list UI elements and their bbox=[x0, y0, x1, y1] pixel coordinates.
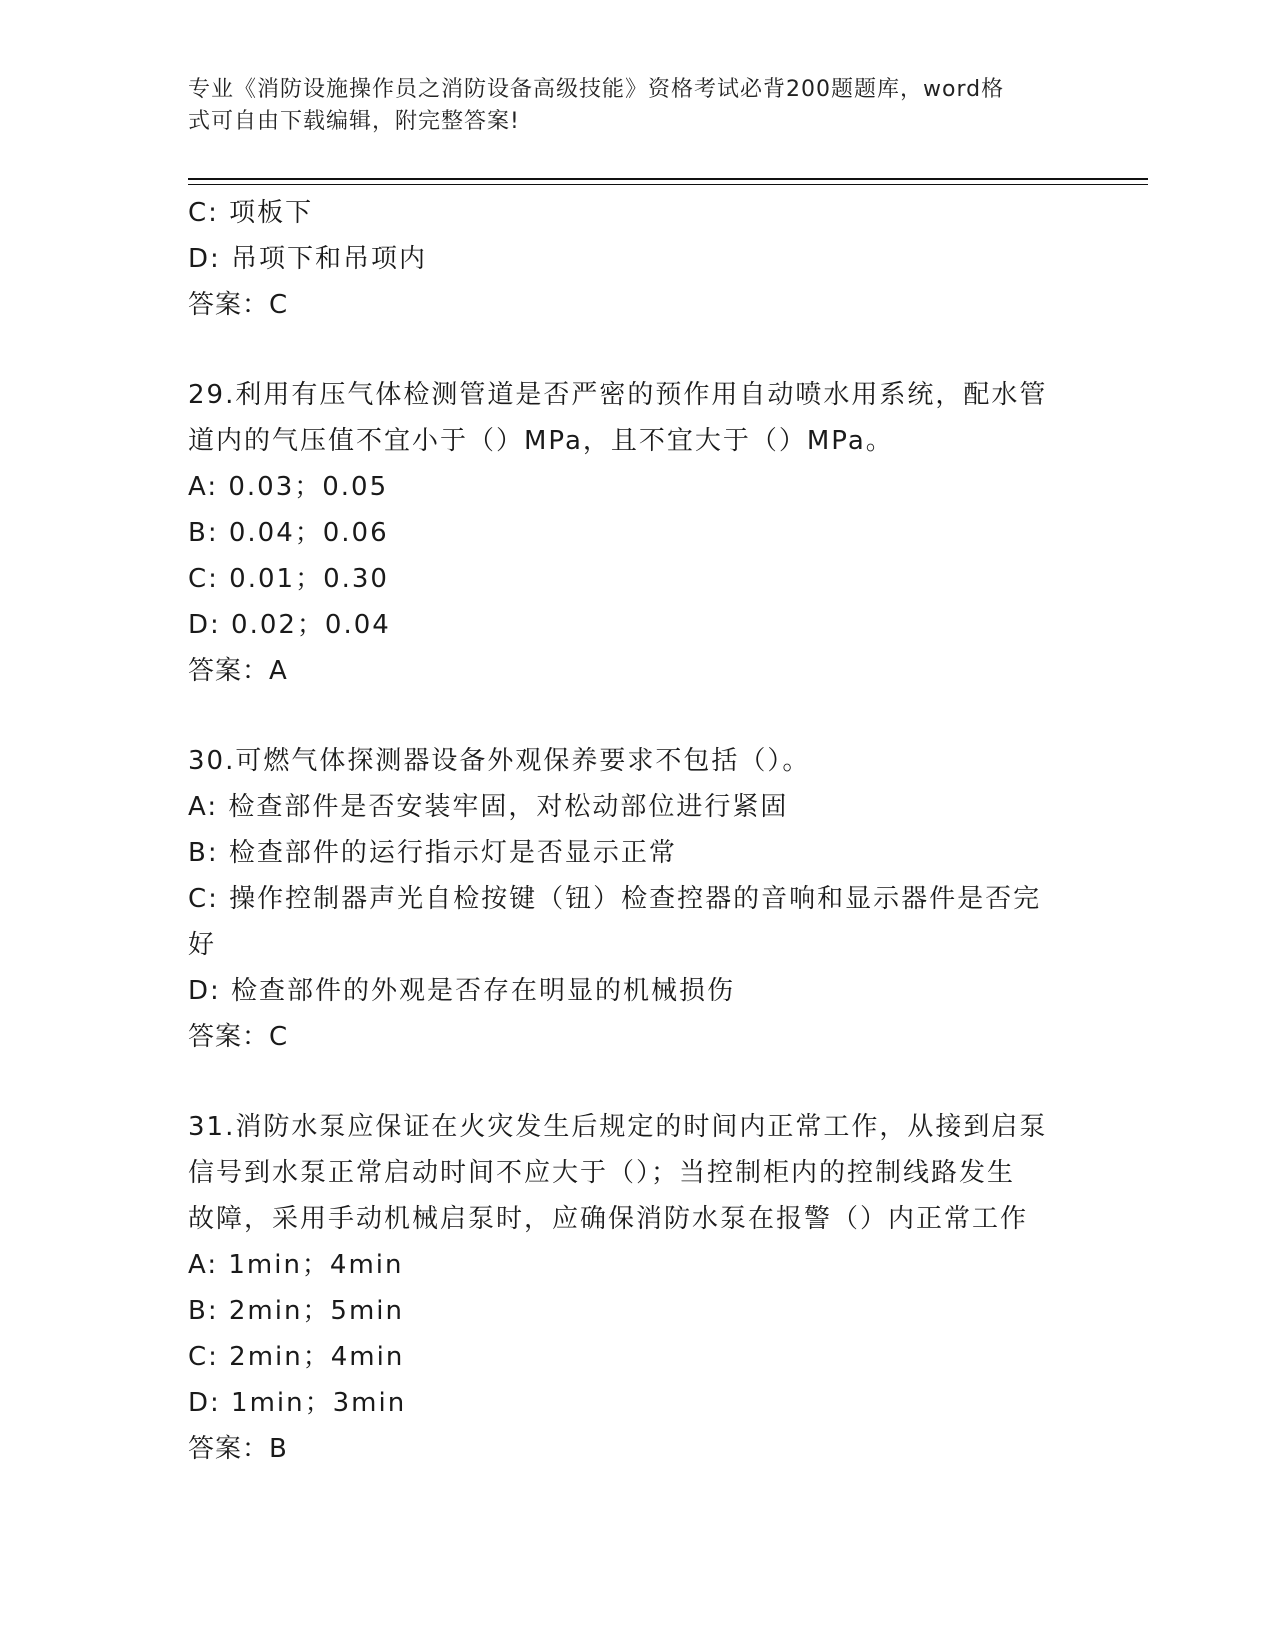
option-d: D: 检查部件的外观是否存在明显的机械损伤 bbox=[188, 976, 736, 1006]
question-stem-line: 30.可燃气体探测器设备外观保养要求不包括（）。 bbox=[188, 746, 811, 776]
option-a: A: 检查部件是否安装牢固，对松动部位进行紧固 bbox=[188, 792, 789, 822]
option-d: D: 吊项下和吊项内 bbox=[188, 244, 428, 274]
option-c: C: 0.01；0.30 bbox=[188, 564, 389, 594]
answer-label: 答案：A bbox=[188, 656, 288, 686]
question-stem-line: 信号到水泵正常启动时间不应大于（）；当控制柜内的控制线路发生 bbox=[188, 1158, 1016, 1188]
question-stem-line: 29.利用有压气体检测管道是否严密的预作用自动喷水用系统，配水管 bbox=[188, 380, 1048, 410]
header-line-1: 专业《消防设施操作员之消防设备高级技能》资格考试必背200题题库，word格 bbox=[188, 77, 1005, 102]
question-stem-line: 道内的气压值不宜小于（）MPa，且不宜大于（）MPa。 bbox=[188, 426, 894, 456]
option-c: C: 项板下 bbox=[188, 198, 314, 228]
question-stem-line: 故障，采用手动机械启泵时，应确保消防水泵在报警（）内正常工作 bbox=[188, 1204, 1029, 1234]
option-a: A: 1min；4min bbox=[188, 1250, 404, 1280]
header-line-2: 式可自由下载编辑，附完整答案! bbox=[188, 109, 520, 134]
option-c: C: 操作控制器声光自检按键（钮）检查控器的音响和显示器件是否完 bbox=[188, 884, 1042, 914]
question-29 bbox=[188, 372, 1088, 694]
option-b: B: 0.04；0.06 bbox=[188, 518, 389, 548]
question-30 bbox=[188, 738, 1088, 1060]
header-divider-thick bbox=[188, 178, 1148, 180]
option-b: B: 2min；5min bbox=[188, 1296, 405, 1326]
question-stem-line: 31.消防水泵应保证在火灾发生后规定的时间内正常工作，从接到启泵 bbox=[188, 1112, 1048, 1142]
document-header bbox=[188, 74, 1068, 138]
question-28-tail bbox=[188, 190, 1088, 328]
question-31 bbox=[188, 1104, 1088, 1472]
header-divider-thin bbox=[188, 184, 1148, 185]
answer-label: 答案：B bbox=[188, 1434, 288, 1464]
option-d: D: 0.02；0.04 bbox=[188, 610, 391, 640]
option-c: C: 2min；4min bbox=[188, 1342, 405, 1372]
option-a: A: 0.03；0.05 bbox=[188, 472, 389, 502]
question-body bbox=[188, 190, 1088, 1472]
option-d: D: 1min；3min bbox=[188, 1388, 407, 1418]
option-c-continued: 好 bbox=[188, 930, 217, 960]
option-b: B: 检查部件的运行指示灯是否显示正常 bbox=[188, 838, 677, 868]
answer-label: 答案：C bbox=[188, 1022, 289, 1052]
answer-label: 答案：C bbox=[188, 290, 289, 320]
